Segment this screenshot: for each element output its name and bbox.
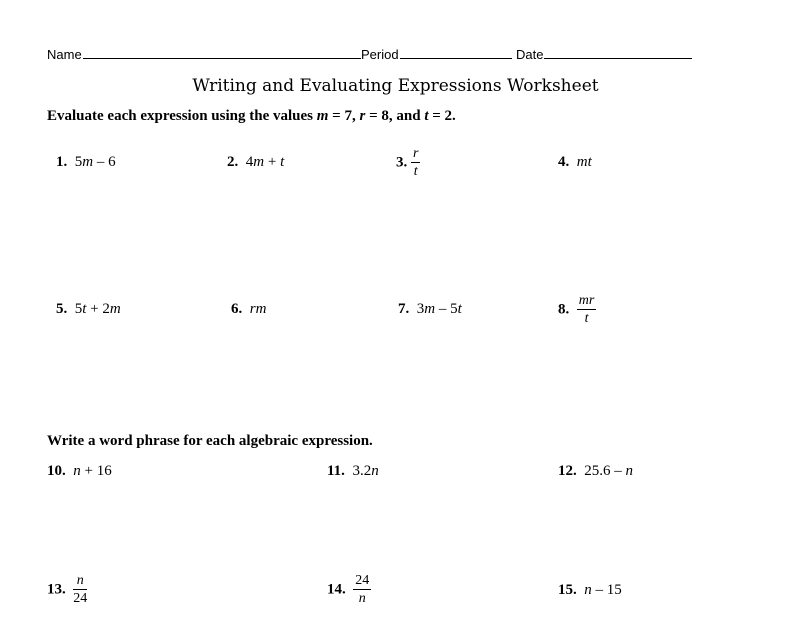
problem-number: 14. [327,581,346,598]
problem-number: 6. [231,301,243,317]
fraction-numerator: n [73,573,87,590]
expr-part: + 2 [86,301,110,317]
problem-12 [558,463,633,480]
problem-number: 7. [398,301,410,317]
expr-part: 5 [74,301,83,317]
section1-instruction [47,108,456,125]
problem-number: 3. [396,154,408,171]
expr-var: n [584,582,592,598]
problem-number: 15. [558,582,577,598]
var-t: t [424,108,429,124]
problem-1 [56,154,116,171]
problem-4 [558,154,592,171]
expr-var: m [253,154,265,170]
fraction-numerator: r [413,146,419,161]
expr-var: m [424,301,436,317]
worksheet-title: Writing and Evaluating Expressions Worksheet [192,76,599,96]
problem-number: 4. [558,154,570,170]
expr-var: n [625,463,633,479]
instruction-prefix: Evaluate each expression using the values [47,108,317,124]
problem-number: 10. [47,463,66,479]
fraction-denominator: n [358,591,366,606]
expr-part: 4 [245,154,254,170]
var-t-value: = 2. [428,108,456,124]
var-r: r [359,108,366,124]
problem-number: 8. [558,301,570,318]
var-m: m [316,108,329,124]
fraction-numerator: 24 [355,573,370,588]
problem-5 [56,301,121,318]
expr-part: + 16 [80,463,112,479]
period-field[interactable] [361,46,512,62]
expr-part: 3 [416,301,425,317]
expr-var: n [371,463,379,479]
name-field[interactable] [47,46,361,62]
date-field[interactable] [516,46,692,62]
expr-var: n [73,463,81,479]
fraction [411,146,420,180]
problem-number: 12. [558,463,577,479]
name-label: Name [47,47,82,62]
date-label: Date [516,47,544,62]
expr-part: – 5 [435,301,458,317]
var-r-value: = 8, and [365,108,425,124]
problem-14 [327,573,371,607]
problem-number: 13. [47,581,66,598]
expr-var: t [457,301,462,317]
section2-instruction: Write a word phrase for each algebraic expression. [47,433,373,449]
name-blank[interactable] [83,46,361,59]
problem-10 [47,463,112,480]
expr-var: t [280,154,285,170]
expr-part: 25.6 – [584,463,626,479]
problem-3 [396,146,420,180]
expr-part: 3.2 [352,463,372,479]
fraction-denominator: t [584,311,589,326]
expr-var: m [82,154,94,170]
problem-6 [231,301,266,318]
period-blank[interactable] [400,46,512,59]
problem-15 [558,582,622,599]
expr-part: + [264,154,281,170]
expr-var: rm [249,301,267,317]
fraction [73,573,87,607]
problem-2 [227,154,284,171]
problem-7 [398,301,462,318]
fraction [353,573,371,607]
problem-number: 2. [227,154,239,170]
fraction-denominator: t [413,164,418,179]
var-m-value: = 7, [328,108,360,124]
fraction-denominator: 24 [73,591,88,606]
date-blank[interactable] [544,46,692,59]
problem-number: 5. [56,301,68,317]
expr-part: 5 [74,154,83,170]
problem-number: 11. [327,463,345,479]
expr-var: mt [576,154,592,170]
problem-13 [47,573,87,607]
fraction-numerator: mr [578,293,595,308]
problem-11 [327,463,379,480]
expr-var: m [109,301,121,317]
fraction [577,293,597,327]
period-label: Period [361,47,399,62]
problem-8 [558,293,596,327]
expr-var: t [82,301,87,317]
problem-number: 1. [56,154,68,170]
expr-part: – 15 [591,582,622,598]
expr-part: – 6 [93,154,116,170]
